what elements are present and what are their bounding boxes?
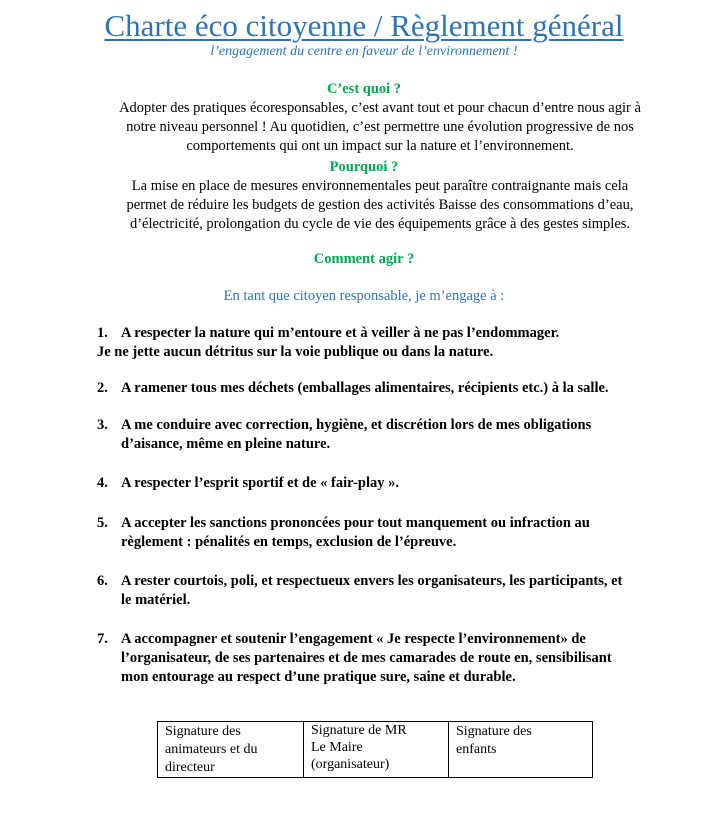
signature-label-line: Signature des <box>165 724 241 739</box>
commitment-line: A ramener tous mes déchets (emballages alimentaires, récipients etc.) à la salle. <box>121 380 609 396</box>
commitment-number: 3. <box>97 417 108 433</box>
commitment-item-7 <box>97 630 612 687</box>
paragraph-line: La mise en place de mesures environnementales peut paraître contraignante mais cela <box>131 178 629 194</box>
section-paragraph-why <box>80 177 680 234</box>
commitment-item-2 <box>97 379 609 398</box>
paragraph-line: permet de réduire les budgets de gestion des activités Baisse des consommations d’eau, <box>126 197 634 213</box>
commitment-number: 6. <box>97 573 108 589</box>
commitment-line: l’organisateur, de ses partenaires et de mes camarades de route en, sensibilisant <box>121 650 612 666</box>
document-title: Charte éco citoyenne / Règlement général <box>104 8 624 43</box>
commitment-line: mon entourage au respect d’une pratique sure, saine et durable. <box>121 669 516 685</box>
commitment-line: A respecter l’esprit sportif et de « fair-play ». <box>121 475 399 491</box>
commitment-item-1 <box>97 324 559 362</box>
signature-row <box>158 722 593 778</box>
commitment-line: Je ne jette aucun détritus sur la voie publique ou dans la nature. <box>97 344 494 360</box>
commitment-number: 5. <box>97 515 108 531</box>
paragraph-line: comportements qui ont un impact sur la nature et l’environnement. <box>186 138 574 154</box>
signature-cell-staff <box>158 722 304 778</box>
commitment-line: le matériel. <box>121 592 191 608</box>
signature-label-line: Signature des <box>456 724 532 739</box>
document-subtitle: l’engagement du centre en faveur de l’environnement ! <box>210 44 518 59</box>
paragraph-line: Adopter des pratiques écoresponsables, c’est avant tout et pour chacun d’entre nous agir à <box>119 100 641 116</box>
signature-label-line: animateurs et du <box>165 742 258 757</box>
paragraph-line: notre niveau personnel ! Au quotidien, c’est permettre une évolution progressive de nos <box>126 119 634 135</box>
commitment-number: 4. <box>97 475 108 491</box>
commitment-item-3 <box>97 416 591 454</box>
signature-table <box>157 721 593 778</box>
signature-cell-children <box>449 722 593 778</box>
signature-label-line: enfants <box>456 742 497 757</box>
signature-label-line: directeur <box>165 760 215 775</box>
commitment-item-6 <box>97 572 622 610</box>
signature-label-line: Le Maire <box>311 740 363 755</box>
commitment-line: A me conduire avec correction, hygiène, et discrétion lors de mes obligations <box>121 417 592 433</box>
section-paragraph-what <box>80 99 680 156</box>
commitment-line: A respecter la nature qui m’entoure et à veiller à ne pas l’endommager. <box>121 325 560 341</box>
commitment-line: règlement : pénalités en temps, exclusion de l’épreuve. <box>121 534 457 550</box>
commitment-number: 7. <box>97 631 108 647</box>
signature-label-line: (organisateur) <box>311 757 390 772</box>
commitment-line: A accepter les sanctions prononcées pour tout manquement ou infraction au <box>121 515 590 531</box>
commitment-number: 1. <box>97 325 108 341</box>
commitment-line: d’aisance, même en pleine nature. <box>121 436 331 452</box>
paragraph-line: d’électricité, prolongation du cycle de vie des équipements grâce à des gestes simples. <box>129 216 631 232</box>
commitment-number: 2. <box>97 380 108 396</box>
section-heading-how: Comment agir ? <box>313 251 415 267</box>
signature-label-line: Signature de MR <box>311 723 407 738</box>
commitment-item-4 <box>97 474 399 493</box>
section-heading-what: C’est quoi ? <box>326 81 402 97</box>
commitment-intro: En tant que citoyen responsable, je m’engage à : <box>223 288 505 304</box>
signature-cell-mayor <box>304 722 449 778</box>
commitment-line: A rester courtois, poli, et respectueux envers les organisateurs, les participants, et <box>121 573 623 589</box>
commitment-item-5 <box>97 514 590 552</box>
commitment-line: A accompagner et soutenir l’engagement « Je respecte l’environnement» de <box>121 631 586 647</box>
section-heading-why: Pourquoi ? <box>329 159 399 175</box>
